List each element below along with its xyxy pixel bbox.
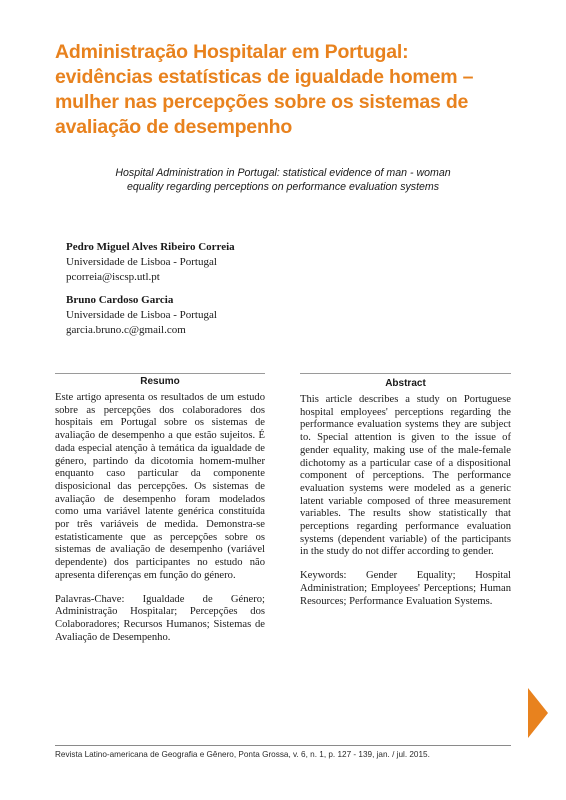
abstract-keywords: Keywords: Gender Equality; Hospital Administration; Employees' Perceptions; Human Resources; Performance Evaluation Systems. (300, 570, 511, 607)
abstract-heading: Abstract (300, 373, 511, 390)
resumo-section (55, 373, 265, 655)
author-block-1 (66, 240, 235, 285)
abstract-section (300, 373, 511, 619)
journal-footer: Revista Latino-americana de Geografia e Gênero, Ponta Grossa, v. 6, n. 1, p. 127 - 139, jan. / jul. 2015. (55, 750, 430, 759)
subtitle-line: equality regarding perceptions on performance evaluation systems (126, 181, 440, 193)
author-name: Bruno Cardoso Garcia (66, 294, 174, 306)
english-title (60, 166, 506, 194)
author-name: Pedro Miguel Alves Ribeiro Correia (66, 241, 235, 253)
subtitle-line: Hospital Administration in Portugal: statistical evidence of man - woman (115, 167, 451, 179)
title-line: avaliação de desempenho (55, 116, 293, 138)
resumo-heading: Resumo (55, 373, 265, 388)
author-affiliation: Universidade de Lisboa - Portugal (66, 256, 217, 268)
resumo-body: Este artigo apresenta os resultados de um estudo sobre as percepções dos colaboradores dos hospitais em Portugal sobre os sistemas de avaliação de desempenho a que estão sujeitos. É dada especial atenção à temática da igualdade de género, partindo da dicotomia homem-mulher enquanto caso particular da componente disposicional das percepções. Os sistemas de avaliação de desempenho foram modelados como uma variável latente genérica constituída por três variáveis de medida. Demonstra-se estatisticamente que as percepções sobre os sistemas de avaliação de desempenho (variável dependente) dos participantes no estudo não apresenta diferenças em função do género. (55, 392, 265, 581)
resumo-keywords: Palavras-Chave: Igualdade de Género; Administração Hospitalar; Percepções dos Colaboradores; Recursos Humanos; Sistemas de Avaliação de Desempenho. (55, 593, 265, 643)
article-title (55, 40, 505, 140)
triangle-right-icon[interactable] (528, 688, 548, 738)
author-block-2 (66, 293, 217, 338)
abstract-body: This article describes a study on Portuguese hospital employees' perceptions regarding the performance evaluation systems they are subject to. Special attention is given to the issue of gender equality, making use of the male-female dichotomy as a particular case of a dispositional component of perceptions. The performance evaluation systems were modeled as a generic latent variable composed of three measurement variables. The results show statistically that perceptions regarding performance evaluation systems (dependent variable) of the participants in the study do not differ according to gender. (300, 394, 511, 558)
title-line: Administração Hospitalar em Portugal: (55, 41, 409, 63)
title-line: mulher nas percepções sobre os sistemas de (55, 91, 469, 113)
author-email: garcia.bruno.c@gmail.com (66, 324, 186, 336)
author-email: pcorreia@iscsp.utl.pt (66, 271, 160, 283)
footer-divider (55, 745, 511, 746)
title-line: evidências estatísticas de igualdade homem – (55, 66, 474, 88)
author-affiliation: Universidade de Lisboa - Portugal (66, 309, 217, 321)
